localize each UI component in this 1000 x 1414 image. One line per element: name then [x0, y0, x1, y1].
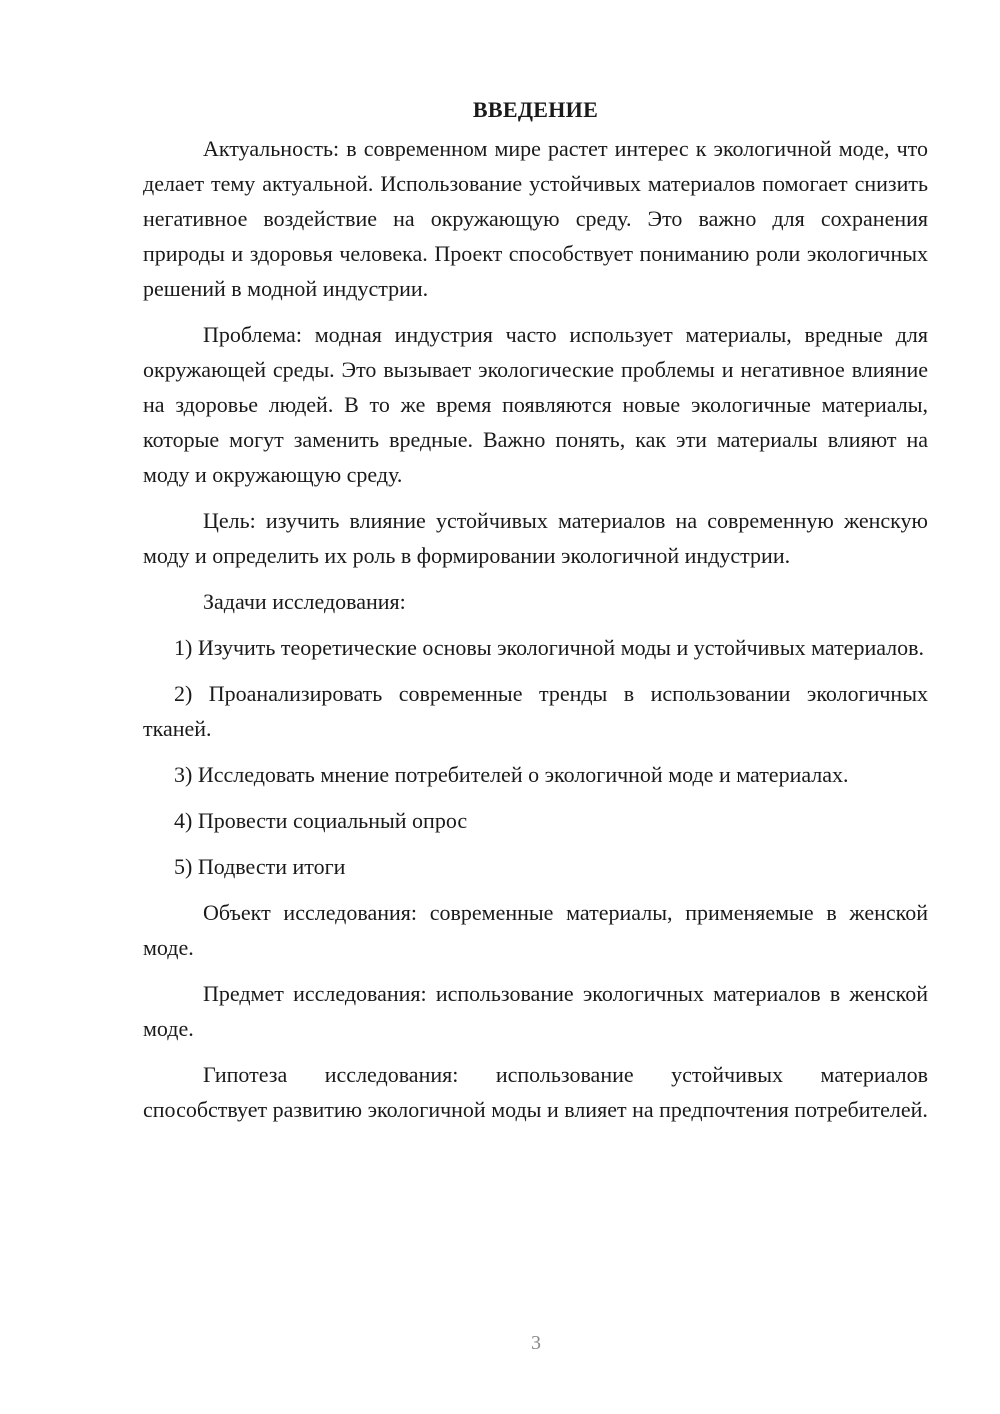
document-body — [143, 92, 928, 1127]
object-paragraph: Объект исследования: современные материалы, применяемые в женской моде. — [143, 900, 928, 960]
relevance-paragraph: Актуальность: в современном мире растет интерес к экологичной моде, что делает тему актуальной. Использование устойчивых материалов помогает снизить негативное воздействие на окружающую среду. Это важно для сохранения природы и здоровья человека. Проект способствует пониманию роли экологичных решений в модной индустрии. — [143, 136, 928, 301]
goal-paragraph: Цель: изучить влияние устойчивых материалов на современную женскую моду и определить их роль в формировании экологичной индустрии. — [143, 508, 928, 568]
task-item: 2) Проанализировать современные тренды в использовании экологичных тканей. — [143, 681, 928, 741]
page-number: 3 — [531, 1332, 541, 1354]
task-item: 5) Подвести итоги — [174, 854, 346, 879]
hypothesis-paragraph: Гипотеза исследования: использование устойчивых материалов способствует развитию экологичной моды и влияет на предпочтения потребителей. — [143, 1062, 928, 1122]
page-title: ВВЕДЕНИЕ — [472, 97, 599, 122]
problem-paragraph: Проблема: модная индустрия часто использует материалы, вредные для окружающей среды. Это вызывает экологические проблемы и негативное влияние на здоровье людей. В то же время появляются новые экологичные материалы, которые могут заменить вредные. Важно понять, как эти материалы влияют на моду и окружающую среду. — [143, 322, 928, 487]
task-item: 1) Изучить теоретические основы экологичной моды и устойчивых материалов. — [174, 635, 925, 660]
task-item: 4) Провести социальный опрос — [174, 808, 468, 833]
subject-paragraph: Предмет исследования: использование экологичных материалов в женской моде. — [143, 981, 928, 1041]
tasks-heading: Задачи исследования: — [203, 589, 406, 614]
task-item: 3) Исследовать мнение потребителей о экологичной моде и материалах. — [174, 762, 849, 787]
